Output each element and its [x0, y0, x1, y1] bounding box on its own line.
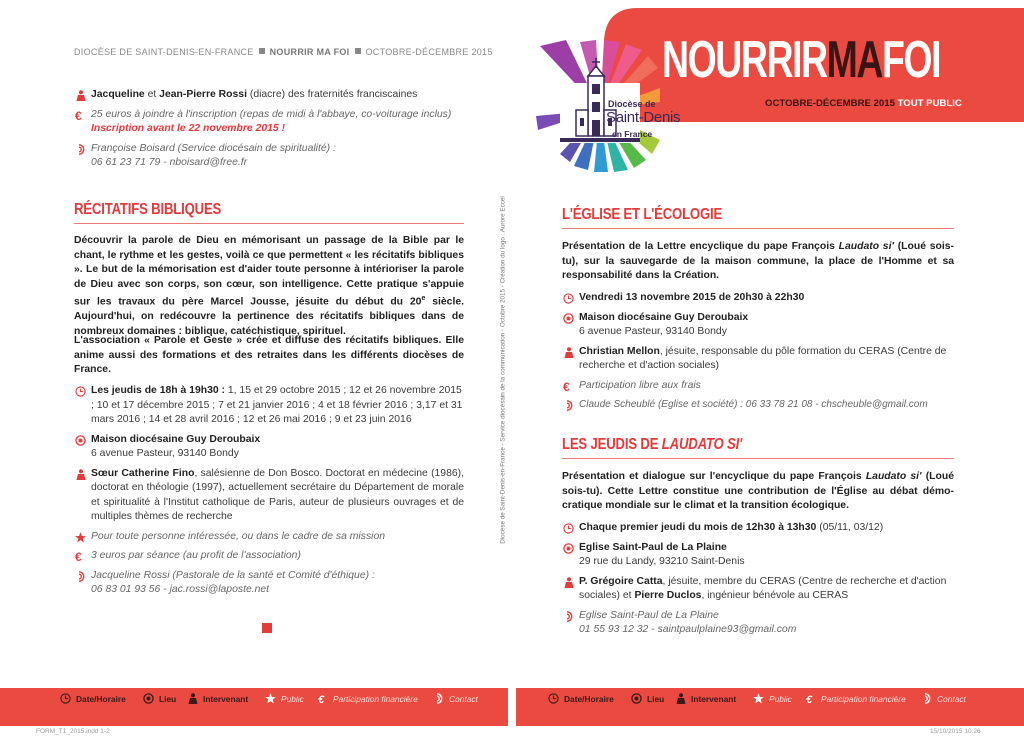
- recitatifs-description: Découvrir la parole de Dieu en mémorisant un passage de la Bible par le chant, le rythme et les gestes, voilà ce que permettent « les récitatifs bibliques ». Le but de la mémorisation est d'aider toute personne à intérioriser la parole de Dieu avec son corps, son cœur, son intelligence. Cette pratique s'appuie sur les travaux du père Marcel Jousse, jésuite du début du 20e siècle. Aujourd'hui, on redécouvre la pertinence des récitatifs bibliques dans de nombreux domaines : biblique, catéchistique, spirituel.: [74, 235, 464, 338]
- brand-subtitle: OCTOBRE-DÉCEMBRE 2015 TOUT PUBLIC: [765, 98, 962, 109]
- star-icon: [753, 693, 764, 704]
- logo-line1: Diocèse de: [608, 99, 656, 109]
- clock-icon: [74, 386, 87, 397]
- price-line: € Participation libre aux frais: [563, 379, 701, 392]
- location-icon: [562, 313, 575, 324]
- place-line: Maison diocésaine Guy Deroubaix 6 avenue Pasteur, 93140 Bondy: [562, 311, 954, 340]
- place-line: Eglise Saint-Paul de La Plaine 29 rue du Landy, 93210 Saint-Denis: [562, 541, 954, 570]
- euro-icon: [562, 381, 575, 392]
- contact-icon: [922, 693, 932, 704]
- contact-line: Claude Scheublé (Eglise et société) : 06 33 78 21 08 - chscheuble@gmail.com: [562, 398, 954, 413]
- contact-icon: [74, 571, 87, 582]
- end-mark-square: [262, 623, 272, 633]
- public-line: Pour toute personne intéressée, ou dans le cadre de sa mission: [74, 530, 464, 545]
- speaker-line: Christian Mellon, jésuite, responsable du pôle formation du CERAS (Centre de recherche et d'action sociales): [562, 345, 954, 374]
- contact-line: Eglise Saint-Paul de La Plaine 01 55 93 12 32 - saintpaulplaine93@gmail.com: [562, 609, 954, 638]
- speaker-icon: [74, 469, 87, 480]
- speaker-line: Sœur Catherine Fino, salésienne de Don Bosco. Doctorat en médecine (1986), doctorat en théologie (1997), actuellement secrétaire du Département de morale et spiritualité à l'Institut catholique de Paris, auteur de plusieurs ouvrages et de multiples thèmes de recherche: [74, 467, 464, 525]
- clock-icon: [548, 693, 559, 704]
- header-diocese: DIOCÈSE DE SAINT-DENIS-EN-FRANCE: [74, 47, 254, 57]
- section-title-recitatifs: RÉCITATIFS BIBLIQUES: [74, 201, 222, 218]
- star-icon: [74, 532, 87, 543]
- place-line: Maison diocésaine Guy Deroubaix 6 avenue Pasteur, 93140 Bondy: [74, 433, 464, 462]
- euro-icon: [74, 110, 87, 121]
- contact-icon: [434, 693, 444, 704]
- legend-speaker: Intervenant: [188, 693, 248, 704]
- legend-place: Lieu: [143, 693, 176, 704]
- ecologie-intro: Présentation de la Lettre encyclique du pape François Laudato si' (Loué sois-tu), sur la sauvegarde de la maison commune, la place de l'Homme et sa responsabilité dans la Création.: [562, 241, 955, 282]
- location-icon: [74, 435, 87, 446]
- laudato-intro: Présentation et dialogue sur l'encyclique du pape François Laudato si' (Loué sois-tu). Cette Lettre constitue une contribution de l'Église au débat démocratique mondiale sur le climat et la transition écologique.: [562, 471, 955, 512]
- contact-icon: [562, 611, 575, 622]
- speaker-icon: [676, 693, 686, 704]
- legend-place: Lieu: [631, 693, 664, 704]
- speaker-icon: [74, 90, 87, 101]
- legend-date: Date/Horaire: [548, 693, 614, 704]
- brand-title: NOURRIRMAFOI: [662, 31, 941, 89]
- legend-contact: Contact: [434, 693, 478, 704]
- ecologie-details: [562, 291, 954, 413]
- clock-icon: [562, 293, 575, 304]
- speaker-line: P. Grégoire Catta, jésuite, membre du CERAS (Centre de recherche et d'action sociales) et Pierre Duclos, ingénieur bénévole au CERAS: [562, 575, 954, 604]
- speaker-line: Jacqueline et Jean-Pierre Rossi (diacre) des fraternités franciscaines: [74, 88, 464, 103]
- location-icon: [143, 693, 154, 704]
- page-gutter: [508, 688, 516, 726]
- location-icon: [631, 693, 642, 704]
- speaker-icon: [188, 693, 198, 704]
- section-title-ecologie: L'ÉGLISE ET L'ÉCOLOGIE: [562, 206, 723, 223]
- laudato-details: [562, 521, 954, 638]
- date-line: Les jeudis de 18h à 19h30 : 1, 15 et 29 octobre 2015 ; 12 et 26 novembre 2015 ; 10 et 17 décembre 2015 ; 7 et 21 janvier 2016 ; 4 et 18 février 2016 ; 3,17 et 31 mars 2016 ; 14 et 28 avril 2016 ; 12 et 26 mai 2016 ; 9 et 23 juin 2016: [74, 384, 464, 428]
- price-line: € 25 euros à joindre à l'inscription (repas de midi à l'abbaye, co-voiturage inclus) Inscription avant le 22 novembre 2015 !: [75, 108, 452, 134]
- separator-square-icon: [355, 48, 361, 54]
- price-line: € 3 euros par séance (au profit de l'association): [75, 550, 301, 562]
- logo-line3: en France: [612, 129, 653, 139]
- recitatifs-details: [74, 384, 464, 598]
- section-title-laudato: LES JEUDIS DE LAUDATO SI': [562, 436, 743, 453]
- section-rule: [562, 228, 954, 229]
- contact-icon: [562, 400, 575, 411]
- svg-text:€: €: [806, 694, 813, 704]
- logo-line2: Saint-Denis: [606, 109, 681, 126]
- legend-price: € Participation financière: [806, 693, 906, 704]
- svg-text:€: €: [75, 551, 82, 562]
- legend-speaker: Intervenant: [676, 693, 736, 704]
- svg-text:€: €: [75, 109, 82, 121]
- svg-text:€: €: [563, 380, 570, 392]
- header-title: NOURRIR MA FOI: [269, 47, 350, 57]
- star-icon: [265, 693, 276, 704]
- section-rule: [74, 223, 464, 224]
- legend-contact: Contact: [922, 693, 966, 704]
- euro-icon: [806, 693, 816, 704]
- legend-price: € Participation financière: [318, 693, 418, 704]
- date-line: Chaque premier jeudi du mois de 12h30 à 13h30 (05/11, 03/12): [562, 521, 954, 536]
- clock-icon: [562, 523, 575, 534]
- euro-icon: [74, 551, 87, 562]
- legend-public: Public: [265, 693, 304, 704]
- date-line: Vendredi 13 novembre 2015 de 20h30 à 22h30: [562, 291, 954, 306]
- legend-public: Public: [753, 693, 792, 704]
- legend-date: Date/Horaire: [60, 693, 126, 704]
- speaker-icon: [562, 347, 575, 358]
- speaker-icon: [562, 577, 575, 588]
- previous-event-block: [74, 88, 464, 171]
- location-icon: [562, 543, 575, 554]
- recitatifs-association: L'association « Parole et Geste » crée et diffuse des récitatifs bibliques. Elle anime aussi des formations et des retraites dans les différents diocèses de France.: [74, 335, 464, 376]
- print-slug-right: 15/10/2015 10:26: [930, 728, 981, 735]
- print-slug-left: FORM_T1_2015.indd 1-2: [36, 728, 110, 735]
- section-rule: [562, 458, 954, 459]
- euro-icon: [318, 693, 328, 704]
- contact-line: Françoise Boisard (Service diocésain de spiritualité) : 06 61 23 71 79 - nboisard@free.fr: [74, 142, 464, 171]
- svg-text:€: €: [318, 694, 325, 704]
- contact-line: Jacqueline Rossi (Pastorale de la santé et Comité d'éthique) : 06 83 01 93 56 - jac.rossi@laposte.net: [74, 569, 464, 598]
- clock-icon: [60, 693, 71, 704]
- header-period: OCTOBRE-DÉCEMBRE 2015: [365, 47, 493, 57]
- running-header: [74, 47, 493, 57]
- vertical-credit: Diocèse de Saint-Denis-en-France - Service diocésain de la communication - Octobre 2015 - Création du logo : Aurore Eccel: [499, 196, 507, 544]
- contact-icon: [74, 144, 87, 155]
- separator-square-icon: [259, 48, 265, 54]
